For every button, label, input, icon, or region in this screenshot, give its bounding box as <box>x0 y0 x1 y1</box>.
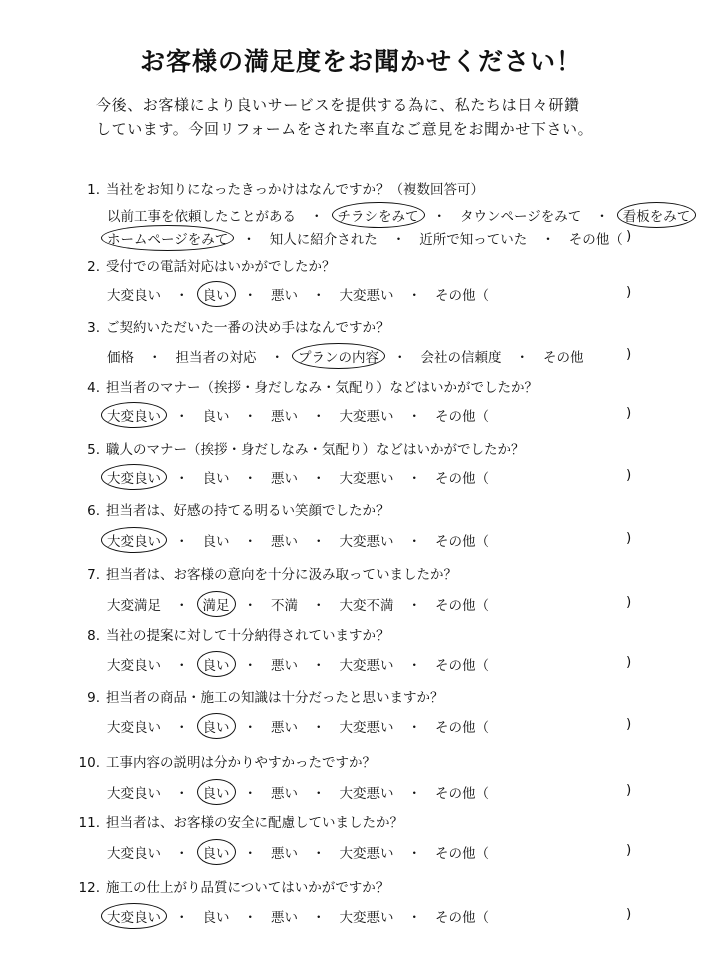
answer-option-selected[interactable]: 大変良い <box>104 405 164 425</box>
option-separator: ・ <box>175 658 189 674</box>
option-separator: ・ <box>310 209 324 225</box>
option-separator: ・ <box>407 786 421 802</box>
answer-option[interactable]: 悪い <box>271 786 298 802</box>
question-text-line <box>74 178 484 198</box>
question-number: 2. <box>87 259 100 275</box>
answer-option[interactable]: 悪い <box>271 288 298 304</box>
option-separator: ・ <box>175 471 189 487</box>
other-close-paren: ) <box>626 842 632 858</box>
intro-line-1: 今後、お客様により良いサービスを提供する為に、私たちは日々研鑽 <box>96 96 580 114</box>
question-text-line <box>74 811 403 831</box>
option-separator: ・ <box>541 232 555 248</box>
question-text: 担当者のマナー（挨拶・身だしなみ・気配り）などはいかがでしたか？ <box>106 380 538 396</box>
answer-option[interactable]: その他（ <box>568 232 623 248</box>
answer-option-selected[interactable]: 良い <box>200 284 233 304</box>
answer-option[interactable]: 価格 <box>107 350 134 366</box>
question-number: 12. <box>78 880 100 896</box>
option-separator: ・ <box>312 288 326 304</box>
option-separator: ・ <box>243 910 257 926</box>
option-separator: ・ <box>175 288 189 304</box>
answer-options-row <box>104 284 492 304</box>
answer-options-row <box>104 716 492 736</box>
answer-option[interactable]: 大変悪い <box>339 288 394 304</box>
answer-options-row <box>104 205 693 225</box>
answer-options-row <box>104 228 626 248</box>
option-separator: ・ <box>175 786 189 802</box>
answer-option-selected[interactable]: 看板をみて <box>620 205 694 225</box>
answer-option[interactable]: 良い <box>202 409 230 425</box>
answer-option-selected[interactable]: 良い <box>200 654 233 674</box>
option-separator: ・ <box>175 846 189 862</box>
question-number: 8. <box>87 628 100 644</box>
answer-option[interactable]: 良い <box>202 534 230 550</box>
other-close-paren: ) <box>626 782 632 798</box>
question-text: 工事内容の説明は分かりやすかったですか？ <box>106 755 376 771</box>
answer-option-selected[interactable]: 良い <box>200 716 233 736</box>
question-text-line <box>74 316 390 336</box>
answer-option[interactable]: 大変良い <box>107 658 161 674</box>
answer-option[interactable]: 良い <box>202 471 230 487</box>
question-number: 10. <box>78 755 100 771</box>
answer-option-selected[interactable]: 良い <box>200 842 233 862</box>
option-separator: ・ <box>312 534 326 550</box>
question-text: 当社の提案に対して十分納得されていますか？ <box>106 628 390 644</box>
answer-option[interactable]: 大変良い <box>107 720 161 736</box>
option-separator: ・ <box>175 910 189 926</box>
answer-option[interactable]: 会社の信頼度 <box>420 350 502 366</box>
answer-option[interactable]: 悪い <box>271 910 298 926</box>
answer-option[interactable]: 大変悪い <box>339 720 394 736</box>
question-text: 担当者の商品・施工の知識は十分だったと思いますか？ <box>106 690 444 706</box>
answer-option[interactable]: 知人に紹介された <box>269 232 378 248</box>
option-separator: ・ <box>393 350 407 366</box>
option-separator: ・ <box>243 409 257 425</box>
answer-option[interactable]: 大変良い <box>107 846 161 862</box>
option-separator: ・ <box>175 534 189 550</box>
answer-option[interactable]: 大変悪い <box>339 658 394 674</box>
answer-options-row <box>104 405 492 425</box>
answer-options-row <box>104 530 492 550</box>
answer-options-row <box>104 654 492 674</box>
option-separator: ・ <box>243 471 257 487</box>
question-number: 1. <box>87 182 100 198</box>
answer-option[interactable]: 悪い <box>271 534 298 550</box>
other-close-paren: ) <box>626 467 632 483</box>
answer-option[interactable]: 良い <box>202 910 230 926</box>
answer-option-selected[interactable]: 良い <box>200 782 233 802</box>
answer-option[interactable]: 悪い <box>271 409 298 425</box>
option-separator: ・ <box>312 658 326 674</box>
question-number: 11. <box>78 815 100 831</box>
option-separator: ・ <box>515 350 529 366</box>
question-text-line <box>74 255 336 275</box>
question-number: 7. <box>87 567 100 583</box>
option-separator: ・ <box>242 232 256 248</box>
question-text: 当社をお知りになったきっかけはなんですか？（複数回答可） <box>106 182 484 198</box>
option-separator: ・ <box>312 720 326 736</box>
option-separator: ・ <box>270 350 284 366</box>
answer-option-selected[interactable]: プランの内容 <box>295 346 382 366</box>
option-separator: ・ <box>312 598 326 614</box>
page-title: お客様の満足度をお聞かせください！ <box>139 47 582 76</box>
option-separator: ・ <box>243 720 257 736</box>
option-separator: ・ <box>407 534 421 550</box>
other-close-paren: ) <box>626 346 632 362</box>
answer-option[interactable]: 大変満足 <box>107 598 161 614</box>
answer-option-selected[interactable]: 大変良い <box>104 906 164 926</box>
intro-line-2: しています。今回リフォームをされた率直なご意見をお聞かせ下さい。 <box>96 120 594 138</box>
answer-option[interactable]: その他（ <box>435 471 489 487</box>
answer-option[interactable]: その他（ <box>435 288 489 304</box>
answer-option[interactable]: 大変良い <box>107 786 161 802</box>
option-separator: ・ <box>312 409 326 425</box>
question-text-line <box>74 751 376 771</box>
question-number: 6. <box>87 503 100 519</box>
answer-options-row <box>104 906 492 926</box>
other-close-paren: ) <box>626 594 632 610</box>
answer-option[interactable]: その他（ <box>435 786 489 802</box>
option-separator: ・ <box>243 534 257 550</box>
option-separator: ・ <box>148 350 162 366</box>
answer-option[interactable]: 悪い <box>271 471 298 487</box>
option-separator: ・ <box>391 232 406 248</box>
answer-option[interactable]: その他（ <box>435 658 489 674</box>
answer-option[interactable]: 大変不満 <box>339 598 394 614</box>
question-text: 受付での電話対応はいかがでしたか？ <box>106 259 336 275</box>
option-separator: ・ <box>175 720 189 736</box>
other-close-paren: ) <box>626 716 632 732</box>
question-text-line <box>74 438 525 458</box>
answer-options-row <box>104 346 587 366</box>
answer-option-selected[interactable]: チラシをみて <box>335 205 422 225</box>
answer-option[interactable]: 悪い <box>271 658 298 674</box>
answer-option[interactable]: その他（ <box>435 598 489 614</box>
option-separator: ・ <box>407 598 421 614</box>
option-separator: ・ <box>312 846 326 862</box>
option-separator: ・ <box>432 209 446 225</box>
answer-option[interactable]: 近所で知っていた <box>419 232 528 248</box>
answer-options-row <box>104 467 492 487</box>
option-separator: ・ <box>407 471 421 487</box>
question-text-line <box>74 376 538 396</box>
question-text: 施工の仕上がり品質についてはいかがですか？ <box>106 880 390 896</box>
answer-option-selected[interactable]: ホームページをみて <box>104 228 231 248</box>
question-text: 担当者は、お客様の意向を十分に汲み取っていましたか？ <box>106 567 457 583</box>
answer-option[interactable]: その他（ <box>435 534 489 550</box>
answer-options-row <box>104 782 492 802</box>
option-separator: ・ <box>407 910 421 926</box>
option-separator: ・ <box>407 409 421 425</box>
option-separator: ・ <box>595 209 609 225</box>
question-text: 担当者は、お客様の安全に配慮していましたか？ <box>106 815 403 831</box>
other-close-paren: ) <box>626 654 632 670</box>
answer-option[interactable]: 大変良い <box>107 288 161 304</box>
answer-option[interactable]: 以前工事を依頼したことがある <box>107 209 296 225</box>
answer-options-row <box>104 842 492 862</box>
option-separator: ・ <box>175 409 189 425</box>
question-number: 9. <box>87 690 100 706</box>
other-close-paren: ) <box>626 228 632 244</box>
other-close-paren: ) <box>626 906 632 922</box>
answer-option[interactable]: 大変悪い <box>339 846 394 862</box>
option-separator: ・ <box>243 658 257 674</box>
answer-option[interactable]: 大変悪い <box>339 786 394 802</box>
option-separator: ・ <box>175 598 189 614</box>
answer-option[interactable]: 大変悪い <box>339 409 394 425</box>
answer-option[interactable]: その他（ <box>435 409 489 425</box>
option-separator: ・ <box>407 288 421 304</box>
option-separator: ・ <box>407 846 421 862</box>
answer-option[interactable]: その他（ <box>435 910 489 926</box>
question-number: 5. <box>87 442 100 458</box>
option-separator: ・ <box>312 471 326 487</box>
answer-option-selected[interactable]: 大変良い <box>104 530 164 550</box>
answer-option[interactable]: 大変悪い <box>339 471 394 487</box>
answer-option[interactable]: 担当者の対応 <box>175 350 257 366</box>
question-text-line <box>74 876 389 896</box>
question-text-line <box>74 686 444 706</box>
question-text-line <box>74 499 390 519</box>
question-number: 4. <box>87 380 100 396</box>
option-separator: ・ <box>243 288 257 304</box>
question-number: 3. <box>87 320 100 336</box>
option-separator: ・ <box>407 658 421 674</box>
question-text-line <box>74 563 457 583</box>
question-text-line <box>74 624 390 644</box>
question-text: 担当者は、好感の持てる明るい笑顔でしたか？ <box>106 503 390 519</box>
option-separator: ・ <box>243 786 257 802</box>
answer-option[interactable]: 大変悪い <box>339 910 394 926</box>
answer-option[interactable]: その他 <box>543 350 584 366</box>
answer-option[interactable]: 不満 <box>271 598 298 614</box>
answer-option[interactable]: その他（ <box>435 720 489 736</box>
option-separator: ・ <box>312 786 326 802</box>
option-separator: ・ <box>312 910 326 926</box>
answer-option[interactable]: タウンページをみて <box>460 209 582 225</box>
answer-option-selected[interactable]: 大変良い <box>104 467 164 487</box>
answer-option[interactable]: 大変悪い <box>339 534 394 550</box>
option-separator: ・ <box>407 720 421 736</box>
other-close-paren: ) <box>626 284 632 300</box>
answer-option-selected[interactable]: 満足 <box>200 594 233 614</box>
answer-option[interactable]: 悪い <box>271 846 298 862</box>
option-separator: ・ <box>243 846 257 862</box>
question-text: ご契約いただいた一番の決め手はなんですか？ <box>106 320 390 336</box>
answer-option[interactable]: その他（ <box>435 846 489 862</box>
option-separator: ・ <box>243 598 257 614</box>
answer-options-row <box>104 594 492 614</box>
question-text: 職人のマナー（挨拶・身だしなみ・気配り）などはいかがでしたか？ <box>106 442 525 458</box>
other-close-paren: ) <box>626 530 632 546</box>
other-close-paren: ) <box>626 405 632 421</box>
answer-option[interactable]: 悪い <box>271 720 298 736</box>
